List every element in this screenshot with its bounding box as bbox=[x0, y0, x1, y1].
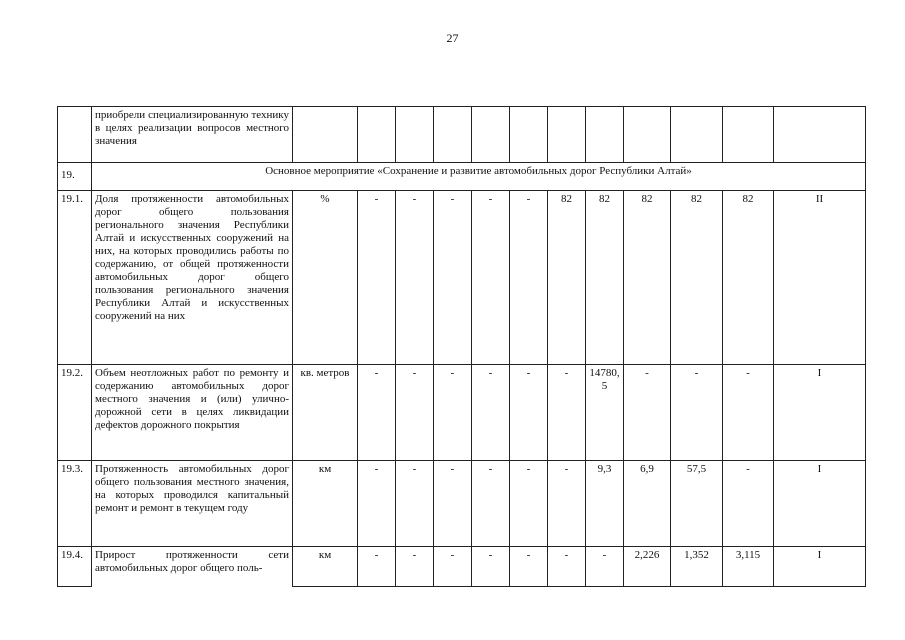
table-row-continued bbox=[58, 107, 866, 163]
page-number: 27 bbox=[446, 31, 459, 45]
row-unit: % bbox=[293, 191, 358, 365]
row-value: - bbox=[510, 365, 548, 461]
row-value: - bbox=[723, 461, 774, 547]
row-value: 6,9 bbox=[624, 461, 671, 547]
row-category: II bbox=[774, 191, 866, 365]
row-value: - bbox=[548, 461, 586, 547]
row-indicator-name: Прирост протяженности сети автомобильных дорог общего поль- bbox=[92, 547, 293, 587]
row-value: - bbox=[434, 191, 472, 365]
indicators-table bbox=[57, 106, 866, 587]
row-value: - bbox=[548, 547, 586, 587]
table-row bbox=[58, 365, 866, 461]
row-value: - bbox=[472, 191, 510, 365]
row-indicator-name: приобрели специализированную технику в целях реализации вопросов местного значения bbox=[92, 107, 293, 163]
row-value: - bbox=[396, 365, 434, 461]
row-value: - bbox=[671, 365, 723, 461]
row-value: - bbox=[624, 365, 671, 461]
table-row bbox=[58, 191, 866, 365]
row-value: - bbox=[396, 461, 434, 547]
row-number: 19.4. bbox=[58, 547, 92, 587]
row-indicator-name: Объем неотложных работ по ремонту и содержанию автомобильных дорог местного значения и (или) улично-дорожной сети в целях ликвидации дефектов дорожного покрытия bbox=[92, 365, 293, 461]
row-value: - bbox=[358, 365, 396, 461]
row-value: 3,115 bbox=[723, 547, 774, 587]
row-value: - bbox=[396, 547, 434, 587]
row-indicator-name: Доля протяженности автомобильных дорог общего пользования регионального значения Республики Алтай и искусственных сооружений на них, на которых проводились работы по содержанию, от общей протяженности автомобильных дорог общего пользования регионального значения Республики Алтай и искусственных сооружений на них bbox=[92, 191, 293, 365]
row-value: 82 bbox=[671, 191, 723, 365]
row-value: 2,226 bbox=[624, 547, 671, 587]
row-value: - bbox=[723, 365, 774, 461]
row-category: I bbox=[774, 365, 866, 461]
row-value: - bbox=[434, 365, 472, 461]
row-value: 1,352 bbox=[671, 547, 723, 587]
row-value: - bbox=[396, 191, 434, 365]
row-value: 9,3 bbox=[586, 461, 624, 547]
row-value: - bbox=[358, 461, 396, 547]
row-indicator-name: Протяженность автомобильных дорог общего пользования местного значения, на которых проводился капитальный ремонт и ремонт в текущем году bbox=[92, 461, 293, 547]
row-value: - bbox=[472, 547, 510, 587]
row-value: 82 bbox=[586, 191, 624, 365]
row-value: - bbox=[510, 547, 548, 587]
row-value: - bbox=[358, 547, 396, 587]
row-number: 19.3. bbox=[58, 461, 92, 547]
row-value: 82 bbox=[548, 191, 586, 365]
table-row bbox=[58, 461, 866, 547]
row-unit: км bbox=[293, 547, 358, 587]
row-category: I bbox=[774, 461, 866, 547]
row-value: - bbox=[434, 461, 472, 547]
table-row bbox=[58, 547, 866, 587]
row-number: 19.1. bbox=[58, 191, 92, 365]
row-value: - bbox=[358, 191, 396, 365]
row-value: - bbox=[434, 547, 472, 587]
row-value: 82 bbox=[624, 191, 671, 365]
section-title: Основное мероприятие «Сохранение и развитие автомобильных дорог Республики Алтай» bbox=[92, 163, 866, 191]
row-value: - bbox=[472, 365, 510, 461]
row-value: 82 bbox=[723, 191, 774, 365]
row-value: - bbox=[586, 547, 624, 587]
row-value: 14780,5 bbox=[586, 365, 624, 461]
row-value: - bbox=[472, 461, 510, 547]
row-value: 57,5 bbox=[671, 461, 723, 547]
row-number: 19.2. bbox=[58, 365, 92, 461]
row-unit: км bbox=[293, 461, 358, 547]
row-value: - bbox=[510, 461, 548, 547]
section-number: 19. bbox=[58, 163, 92, 191]
row-value: - bbox=[510, 191, 548, 365]
row-value: - bbox=[548, 365, 586, 461]
section-row bbox=[58, 163, 866, 191]
row-number bbox=[58, 107, 92, 163]
row-category: I bbox=[774, 547, 866, 587]
row-unit: кв. метров bbox=[293, 365, 358, 461]
